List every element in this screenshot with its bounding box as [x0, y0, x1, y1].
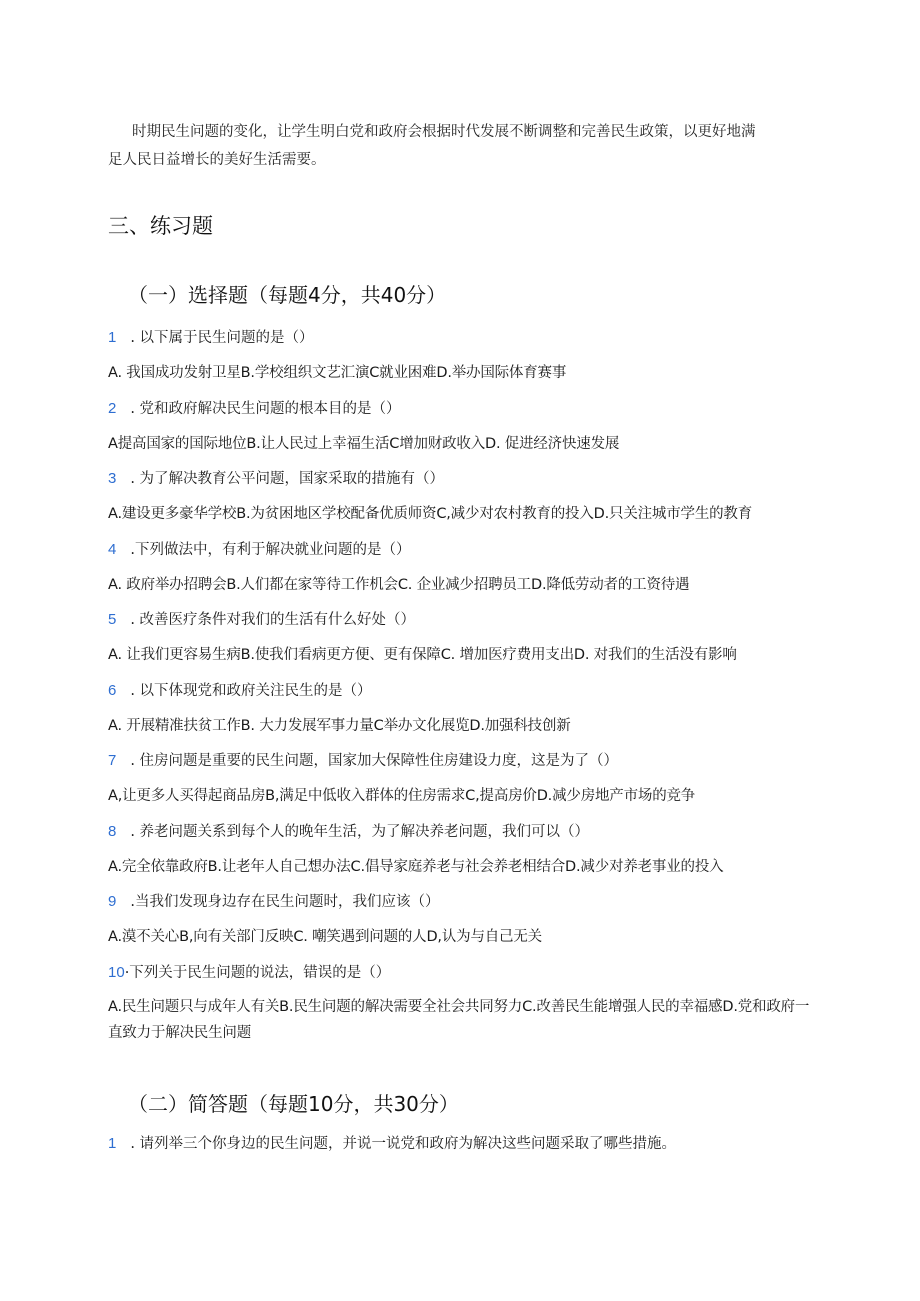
- question-number: 5: [108, 611, 117, 628]
- question-item: [108, 538, 814, 609]
- question-number: 6: [108, 681, 117, 699]
- part2-title: （二）简答题（每题10分，共30分）: [128, 1092, 459, 1116]
- question-number: 10: [108, 963, 125, 981]
- intro-paragraph: [108, 118, 808, 174]
- question-number: 4: [108, 540, 117, 558]
- question-stem: . 请列举三个你身边的民生问题，并说一说党和政府为解决这些问题采取了哪些措施。: [130, 1136, 677, 1152]
- question-stem: . 为了解决教育公平问题，国家采取的措施有（）: [130, 471, 445, 487]
- question-item: [108, 397, 814, 468]
- intro-line-1: 时期民生问题的变化，让学生明白党和政府会根据时代发展不断调整和完善民生政策，以更好地满: [132, 124, 756, 140]
- question-item: [108, 326, 814, 397]
- question-stem: . 以下属于民生问题的是（）: [130, 330, 314, 346]
- question-stem: . 住房问题是重要的民生问题，国家加大保障性住房建设力度，这是为了（）: [130, 753, 619, 769]
- question-options: A.完全依靠政府B.让老年人自己想办法C.倡导家庭养老与社会养老相结合D.减少对养老事业的投入: [108, 858, 724, 875]
- question-number: 2: [108, 399, 117, 417]
- question-item: [108, 961, 814, 1041]
- question-options: A,让更多人买得起商品房B,满足中低收入群体的住房需求C,提高房价D.减少房地产市场的竞争: [108, 788, 696, 804]
- question-options: A提高国家的国际地位B.让人民过上幸福生活C增加财政收入D. 促进经济快速发展: [108, 435, 620, 452]
- question-number: 8: [108, 822, 117, 840]
- intro-line-2: 足人民日益增长的美好生活需要。: [108, 152, 326, 168]
- question-item: [108, 679, 814, 750]
- question-stem: . 以下体现党和政府关注民生的是（）: [130, 682, 372, 699]
- question-options: A.建设更多豪华学校B.为贫困地区学校配备优质师资C,减少对农村教育的投入D.只关注城市学生的教育: [108, 506, 753, 522]
- question-options: A. 我国成功发射卫星B.学校组织文艺汇演C就业困难D.举办国际体育赛事: [108, 365, 567, 381]
- question-stem: . 党和政府解决民生问题的根本目的是（）: [130, 400, 401, 417]
- section-title: 三、练习题: [108, 214, 213, 238]
- question-options: A. 让我们更容易生病B.使我们看病更方便、更有保障C. 增加医疗费用支出D. 对我们的生活没有影响: [108, 647, 737, 663]
- question-item: [108, 890, 814, 961]
- question-options: A.民生问题只与成年人有关B.民生问题的解决需要全社会共同努力C.改善民生能增强人民的幸福感D.党和政府一直致力于解决民生问题: [108, 998, 810, 1041]
- question-item: [108, 467, 814, 538]
- short-answer-item: [108, 1132, 676, 1156]
- question-number: 3: [108, 470, 117, 487]
- question-stem: ·下列关于民生问题的说法，错误的是（）: [124, 964, 391, 981]
- question-options: A. 开展精准扶贫工作B. 大力发展军事力量C举办文化展览D.加强科技创新: [108, 717, 571, 734]
- question-item: [108, 749, 814, 820]
- question-number: 1: [108, 1135, 117, 1152]
- multiple-choice-list: [108, 326, 814, 1041]
- question-stem: . 改善医疗条件对我们的生活有什么好处（）: [130, 612, 416, 628]
- part1-title: （一）选择题（每题4分，共40分）: [128, 283, 447, 307]
- question-number: 9: [108, 893, 117, 910]
- question-stem: .当我们发现身边存在民生问题时，我们应该（）: [130, 894, 440, 910]
- question-stem: .下列做法中，有利于解决就业问题的是（）: [130, 541, 411, 558]
- question-options: A. 政府举办招聘会B.人们都在家等待工作机会C. 企业减少招聘员工D.降低劳动者的工资待遇: [108, 576, 690, 593]
- question-item: [108, 608, 814, 679]
- question-stem: . 养老问题关系到每个人的晚年生活，为了解决养老问题，我们可以（）: [130, 823, 590, 840]
- question-options: A.漠不关心B,向有关部门反映C. 嘲笑遇到问题的人D,认为与自己无关: [108, 929, 542, 945]
- question-number: 7: [108, 752, 117, 769]
- question-number: 1: [108, 329, 117, 346]
- question-item: [108, 820, 814, 891]
